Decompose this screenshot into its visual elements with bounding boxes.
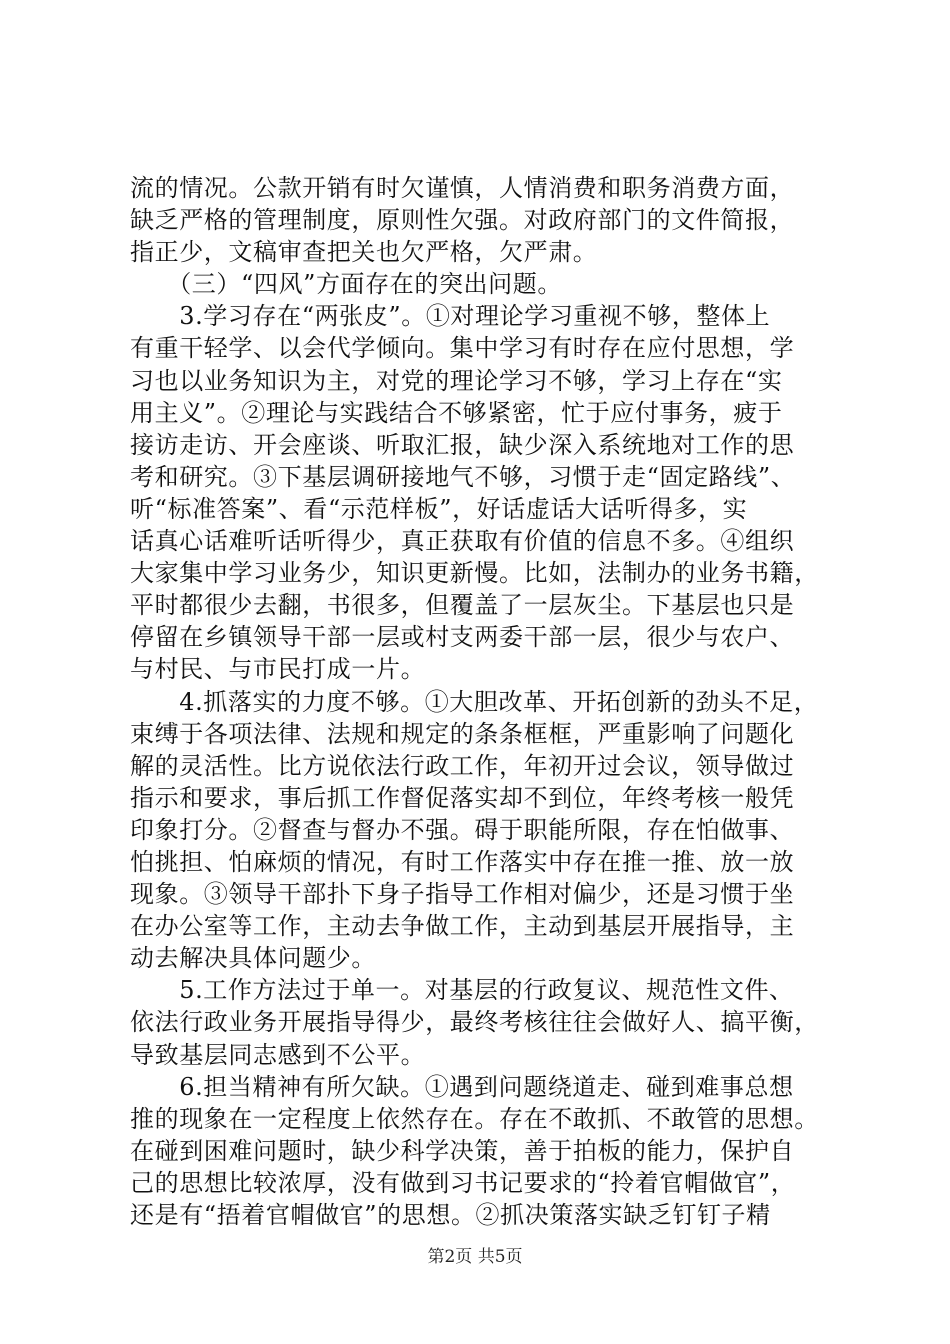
- document-body: [130, 172, 830, 1231]
- text-line: 动去解决具体问题少。: [130, 944, 376, 973]
- text-line: 3.学习存在“两张皮”。①对理论学习重视不够，整体上: [130, 302, 771, 331]
- text-line: 考和研究。③下基层调研接地气不够，习惯于走“固定路线”、: [130, 462, 796, 491]
- text-line: 习也以业务知识为主，对党的理论学习不够，学习上存在“实: [130, 366, 783, 395]
- text-line: 平时都很少去翻，书很多，但覆盖了一层灰尘。下基层也只是: [130, 591, 795, 620]
- text-line: 束缚于各项法律、法规和规定的条条框框，严重影响了问题化: [130, 719, 795, 748]
- text-line: 在办公室等工作，主动去争做工作，主动到基层开展指导，主: [130, 912, 795, 941]
- text-line: 己的思想比较浓厚，没有做到习书记要求的“拎着官帽做官”，: [130, 1168, 796, 1197]
- text-line: 解的灵活性。比方说依法行政工作，年初开过会议，领导做过: [130, 751, 795, 780]
- text-line: 有重干轻学、以会代学倾向。集中学习有时存在应付思想，学: [130, 334, 795, 363]
- text-line: 话真心话难听话听得少，真正获取有价值的信息不多。④组织: [130, 527, 795, 556]
- text-line: 4.抓落实的力度不够。①大胆改革、开拓创新的劲头不足，: [130, 687, 819, 716]
- text-line: 印象打分。②督查与督办不强。碍于职能所限，存在怕做事、: [130, 815, 795, 844]
- text-line: 听“标准答案”、看“示范样板”，好话虚话大话听得多，实: [130, 494, 748, 523]
- text-line: 依法行政业务开展指导得少，最终考核往往会做好人、搞平衡，: [130, 1008, 819, 1037]
- text-line: 停留在乡镇领导干部一层或村支两委干部一层，很少与农户、: [130, 623, 795, 652]
- text-line: 导致基层同志感到不公平。: [130, 1040, 426, 1069]
- page-number-footer: 第2页 共5页: [427, 1247, 523, 1267]
- text-line: 在碰到困难问题时，缺少科学决策，善于拍板的能力，保护自: [130, 1136, 795, 1165]
- text-line: 5.工作方法过于单一。对基层的行政复议、规范性文件、: [130, 976, 794, 1005]
- text-line: 现象。③领导干部扑下身子指导工作相对偏少，还是习惯于坐: [130, 880, 795, 909]
- text-line: 推的现象在一定程度上依然存在。存在不敢抓、不敢管的思想。: [130, 1104, 819, 1133]
- text-line: 大家集中学习业务少，知识更新慢。比如，法制办的业务书籍，: [130, 559, 819, 588]
- section-heading: （三）“四风”方面存在的突出问题。: [130, 270, 562, 299]
- text-line: 流的情况。公款开销有时欠谨慎，人情消费和职务消费方面，: [130, 174, 795, 202]
- text-line: 还是有“捂着官帽做官”的思想。②抓决策落实缺乏钉钉子精: [130, 1201, 771, 1229]
- text-line: 缺乏严格的管理制度，原则性欠强。对政府部门的文件简报，: [130, 206, 795, 235]
- text-line: 怕挑担、怕麻烦的情况，有时工作落实中存在推一推、放一放: [130, 847, 795, 876]
- text-line: 用主义”。②理论与实践结合不够紧密，忙于应付事务，疲于: [130, 398, 783, 427]
- text-line: 接访走访、开会座谈、听取汇报，缺少深入系统地对工作的思: [130, 430, 795, 459]
- text-line: 6.担当精神有所欠缺。①遇到问题绕道走、碰到难事总想: [130, 1072, 794, 1101]
- text-line: 指示和要求，事后抓工作督促落实却不到位，年终考核一般凭: [130, 783, 795, 812]
- text-line: 与村民、与市民打成一片。: [130, 655, 426, 684]
- text-line: 指正少，文稿审查把关也欠严格，欠严肃。: [130, 238, 598, 267]
